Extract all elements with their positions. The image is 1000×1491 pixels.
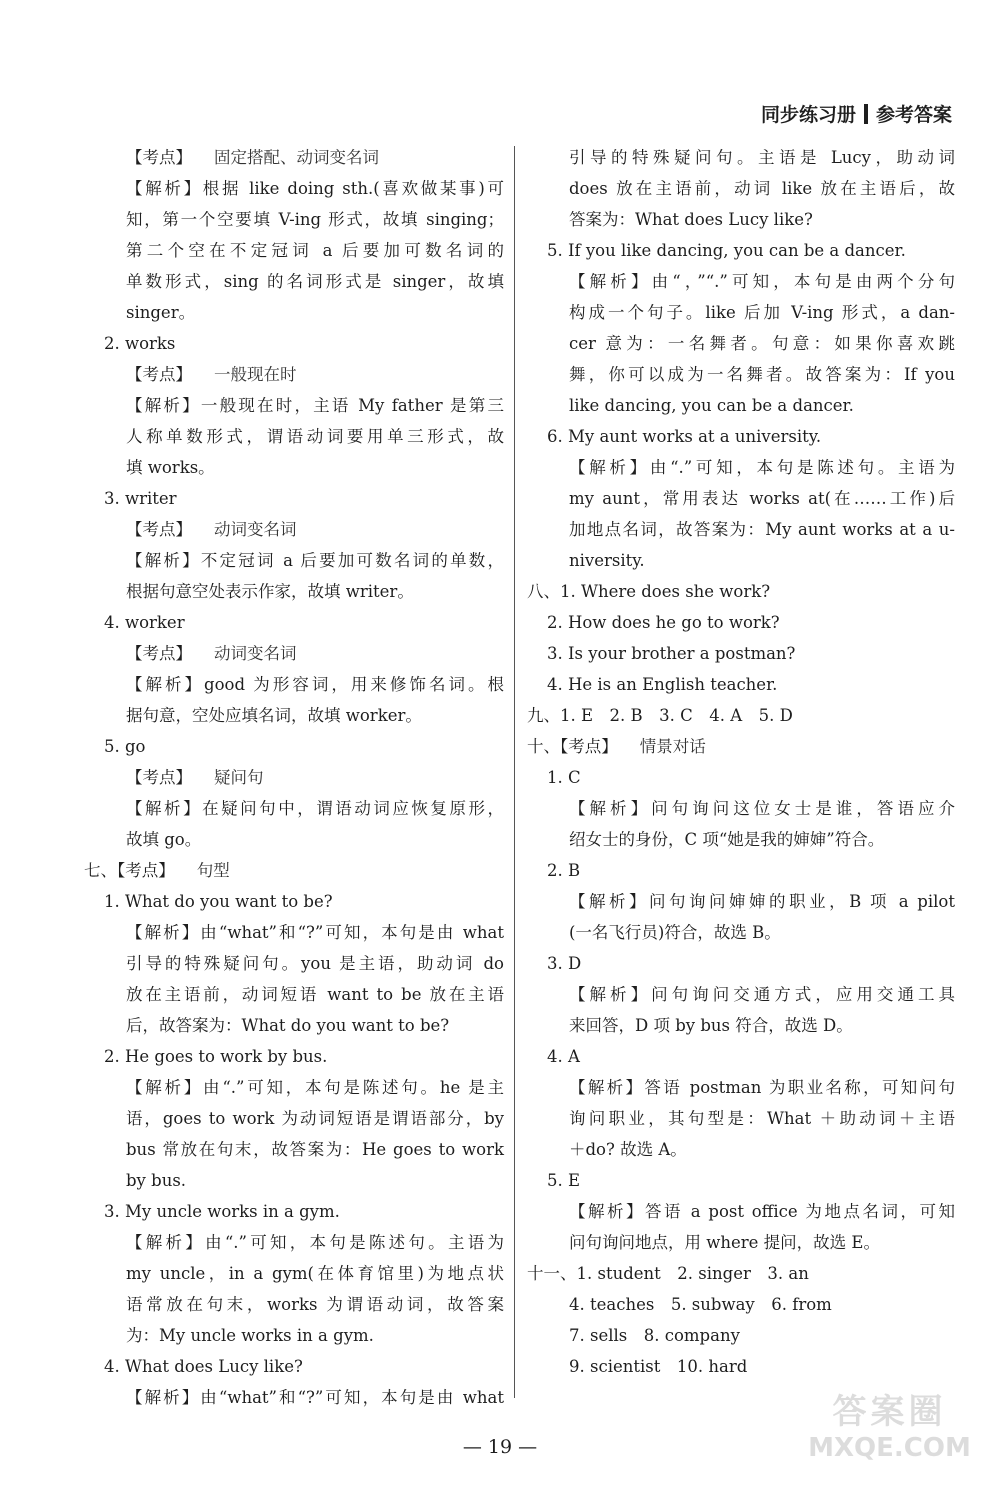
section-tag: 【考点】: [126, 768, 192, 787]
left-line: 单数形式，sing 的名词形式是 singer，故填: [126, 272, 504, 291]
left-line: 填 works。: [126, 458, 215, 477]
right-line: 绍女士的身份，C 项“她是我的婶婶”符合。: [569, 830, 885, 849]
section-tag: 【考点】: [126, 644, 192, 663]
watermark-bottom: MXQE.COM: [808, 1433, 971, 1463]
left-line: 知，第一个空要填 V-ing 形式，故填 singing；: [126, 210, 504, 229]
right-line: like dancing, you can be a dancer.: [569, 396, 854, 415]
topic-label: 情景对话: [639, 737, 706, 756]
right-line: 引导的特殊疑问句。主语是 Lucy，助动词: [569, 148, 955, 167]
watermark-logo: [797, 1384, 982, 1479]
left-line: 5. go: [104, 737, 146, 756]
column-divider: [514, 146, 515, 1398]
left-line: my uncle，in a gym(在体育馆里)为地点状: [126, 1264, 504, 1283]
right-line: cer 意为：一名舞者。句意：如果你喜欢跳: [569, 334, 955, 353]
right-line: 2. How does he go to work?: [547, 613, 780, 632]
right-line: 来回答，D 项 by bus 符合，故选 D。: [569, 1016, 853, 1035]
right-line: 9. scientist 10. hard: [569, 1357, 748, 1376]
topic-label: 动词变名词: [214, 520, 297, 539]
section-tag: 十、【考点】: [527, 737, 618, 756]
left-line: [84, 514, 504, 545]
left-line: 语，goes to work 为动词短语是谓语部分，by: [126, 1109, 504, 1128]
topic-label: 句型: [196, 861, 230, 880]
right-line: 【解析】答语 postman 为职业名称，可知问句: [569, 1078, 955, 1097]
right-line: 【解析】由“.”可知，本句是陈述句。主语为: [569, 458, 955, 477]
right-line: 【解析】问句询问婶婶的职业，B 项 a pilot: [569, 892, 955, 911]
right-line: 问句询问地点，用 where 提问，故选 E。: [569, 1233, 880, 1252]
right-line: my aunt，常用表达 works at(在……工作)后: [569, 489, 955, 508]
left-line: 3. My uncle works in a gym.: [104, 1202, 340, 1221]
right-line: 答案为：What does Lucy like?: [569, 210, 813, 229]
right-line: 6. My aunt works at a university.: [547, 427, 822, 446]
right-line: 加地点名词，故答案为：My aunt works at a u-: [569, 520, 955, 539]
right-line: 2. B: [547, 861, 581, 880]
section-tag: 七、【考点】: [84, 861, 175, 880]
right-line: niversity.: [569, 551, 645, 570]
left-line: 【解析】在疑问句中，谓语动词应恢复原形，: [126, 799, 504, 818]
left-column: [84, 142, 504, 1413]
left-line: by bus.: [126, 1171, 187, 1190]
right-line: 九、1. E 2. B 3. C 4. A 5. D: [527, 706, 793, 725]
left-line: 4. worker: [104, 613, 185, 632]
right-line: does 放在主语前，动词 like 放在主语后，故: [569, 179, 955, 198]
left-line: 2. works: [104, 334, 176, 353]
left-line: 为：My uncle works in a gym.: [126, 1326, 374, 1345]
page-header: [761, 100, 952, 127]
left-line: 【解析】由“.”可知，本句是陈述句。he 是主: [126, 1078, 504, 1097]
right-column: [527, 142, 955, 1382]
right-line: 4. A: [547, 1047, 580, 1066]
right-line: 询问职业，其句型是：What ＋助动词＋主语: [569, 1109, 955, 1128]
right-line: [527, 731, 955, 762]
header-title: 同步练习册: [760, 104, 856, 126]
left-line: 【解析】根据 like doing sth.(喜欢做某事)可: [126, 179, 504, 198]
right-line: 【解析】由“，”“.”可知，本句是由两个分句: [569, 272, 955, 291]
left-line: singer。: [126, 303, 196, 322]
left-line: 3. writer: [104, 489, 177, 508]
left-line: 【解析】一般现在时，主语 My father 是第三: [126, 396, 504, 415]
left-line: 根据句意空处表示作家，故填 writer。: [126, 582, 414, 601]
right-line: 5. E: [547, 1171, 581, 1190]
section-tag: 【考点】: [126, 148, 192, 167]
left-line: [84, 142, 504, 173]
right-line: 5. If you like dancing, you can be a dancer.: [547, 241, 906, 260]
left-line: 据句意，空处应填名词，故填 worker。: [126, 706, 422, 725]
right-line: 【解析】问句询问这位女士是谁，答语应介: [569, 799, 955, 818]
right-line: 八、1. Where does she work?: [527, 582, 771, 601]
watermark-top: 答案圈: [832, 1392, 947, 1432]
left-line: 【解析】不定冠词 a 后要加可数名词的单数，: [126, 551, 504, 570]
header-separator: [864, 104, 868, 124]
topic-label: 动词变名词: [214, 644, 297, 663]
left-line: 故填 go。: [126, 830, 202, 849]
page-number: — 19 —: [462, 1436, 538, 1458]
right-line: 构成一个句子。like 后加 V-ing 形式，a dan-: [569, 303, 955, 322]
left-line: [84, 359, 504, 390]
left-line: [84, 638, 504, 669]
left-line: [84, 762, 504, 793]
right-line: 3. D: [547, 954, 582, 973]
left-line: 后，故答案为：What do you want to be?: [126, 1016, 450, 1035]
left-line: 第二个空在不定冠词 a 后要加可数名词的: [126, 241, 504, 260]
right-line: 【解析】答语 a post office 为地点名词，可知: [569, 1202, 955, 1221]
left-line: 1. What do you want to be?: [104, 892, 333, 911]
right-line: 十一、1. student 2. singer 3. an: [527, 1264, 809, 1283]
left-line: 4. What does Lucy like?: [104, 1357, 303, 1376]
left-line: 【解析】good 为形容词，用来修饰名词。根: [126, 675, 504, 694]
topic-label: 一般现在时: [214, 365, 297, 384]
right-line: 1. C: [547, 768, 581, 787]
left-line: 语常放在句末，works 为谓语动词，故答案: [126, 1295, 504, 1314]
left-line: 【解析】由“.”可知，本句是陈述句。主语为: [126, 1233, 504, 1252]
left-line: bus 常放在句末，故答案为：He goes to work: [126, 1140, 504, 1159]
left-line: [84, 855, 504, 886]
right-line: 4. teaches 5. subway 6. from: [569, 1295, 832, 1314]
left-line: 【解析】由“what”和“?”可知，本句是由 what: [126, 1388, 504, 1407]
header-subtitle: 参考答案: [875, 104, 952, 126]
left-line: 人称单数形式，谓语动词要用单三形式，故: [126, 427, 504, 446]
right-line: 4. He is an English teacher.: [547, 675, 778, 694]
left-line: 引导的特殊疑问句。you 是主语，助动词 do: [126, 954, 504, 973]
right-line: 【解析】问句询问交通方式，应用交通工具: [569, 985, 955, 1004]
topic-label: 固定搭配、动词变名词: [214, 148, 379, 167]
right-line: 7. sells 8. company: [569, 1326, 740, 1345]
left-line: 【解析】由“what”和“?”可知，本句是由 what: [126, 923, 504, 942]
right-line: 舞，你可以成为一名舞者。故答案为：If you: [569, 365, 955, 384]
left-line: 放在主语前，动词短语 want to be 放在主语: [126, 985, 504, 1004]
right-line: ＋do? 故选 A。: [569, 1140, 687, 1159]
section-tag: 【考点】: [126, 520, 192, 539]
right-line: 3. Is your brother a postman?: [547, 644, 796, 663]
section-tag: 【考点】: [126, 365, 192, 384]
left-line: 2. He goes to work by bus.: [104, 1047, 328, 1066]
right-line: (一名飞行员)符合，故选 B。: [569, 923, 781, 942]
topic-label: 疑问句: [214, 768, 264, 787]
